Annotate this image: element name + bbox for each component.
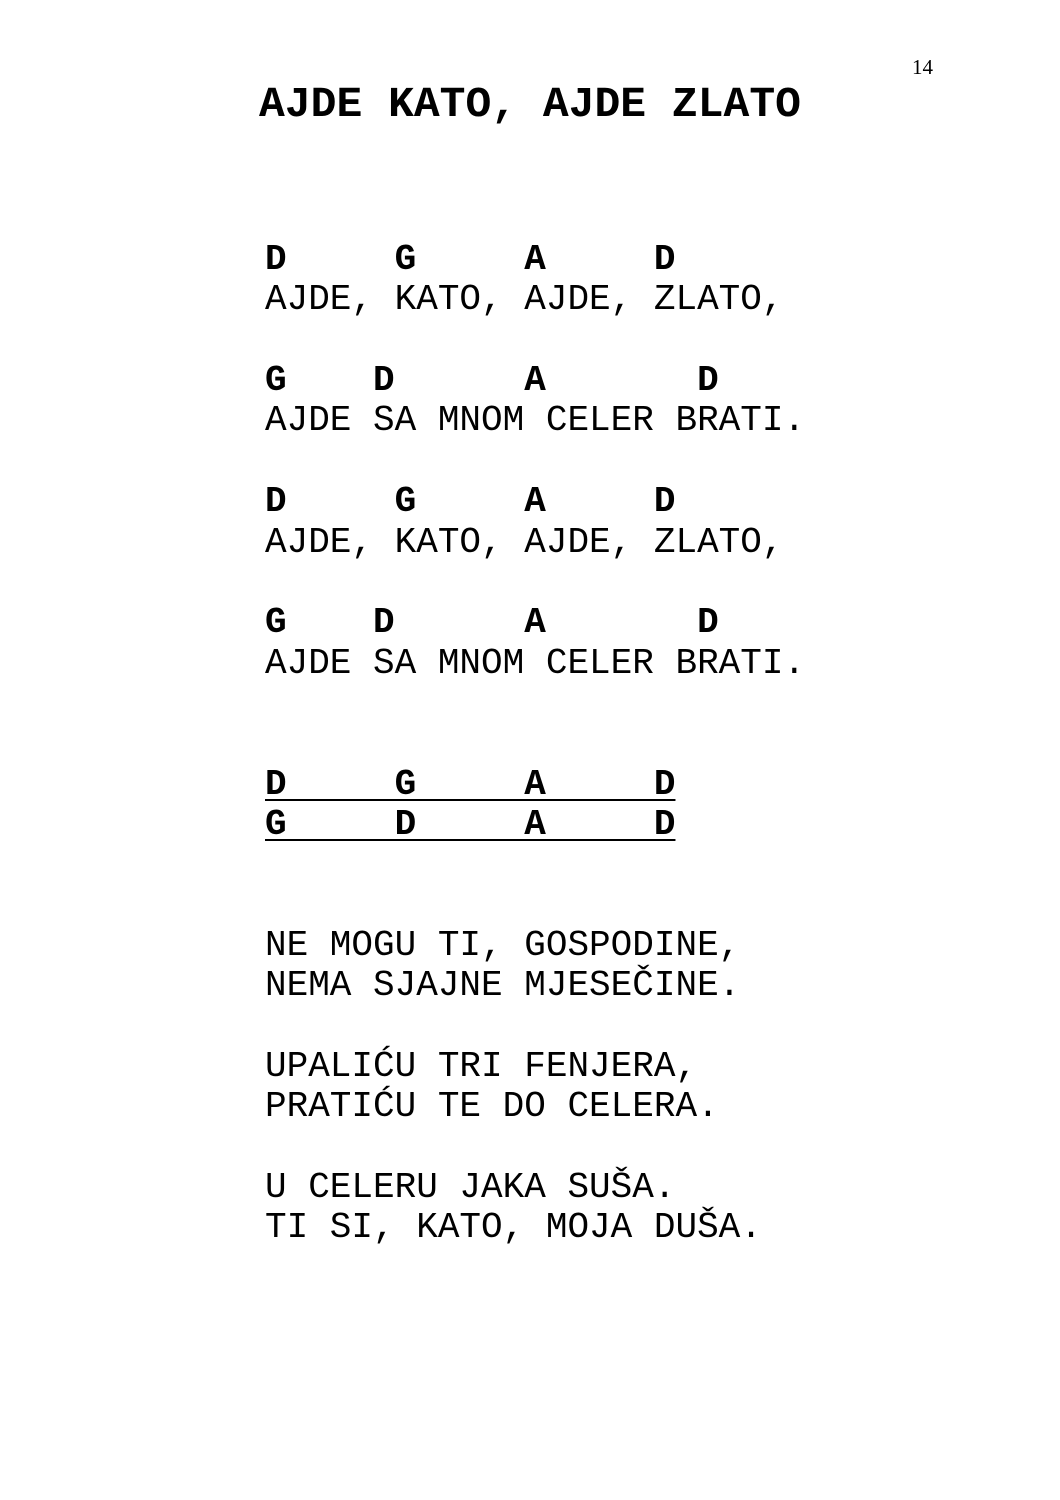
lyric-line: AJDE SA MNOM CELER BRATI. <box>265 643 806 684</box>
chord-line: G D A D <box>265 602 719 643</box>
stanza-line: UPALIĆU TRI FENJERA, <box>265 1046 698 1087</box>
stanza-line: NE MOGU TI, GOSPODINE, <box>265 925 741 966</box>
chord-line: D G A D <box>265 481 676 522</box>
lyric-line: AJDE SA MNOM CELER BRATI. <box>265 400 806 441</box>
stanza-line: TI SI, KATO, MOJA DUŠA. <box>265 1207 762 1248</box>
stanza-line: U CELERU JAKA SUŠA. <box>265 1167 676 1208</box>
interlude-chord-line: G D A D <box>265 804 676 845</box>
interlude-chord-line: D G A D <box>265 764 676 805</box>
chord-line: G D A D <box>265 360 719 401</box>
stanza-line: NEMA SJAJNE MJESEČINE. <box>265 965 741 1006</box>
lyric-line: AJDE, KATO, AJDE, ZLATO, <box>265 279 784 320</box>
stanza-line: PRATIĆU TE DO CELERA. <box>265 1086 719 1127</box>
chord-line: D G A D <box>265 239 676 280</box>
song-title: AJDE KATO, AJDE ZLATO <box>259 80 801 129</box>
page-number: 14 <box>912 55 933 79</box>
lyric-line: AJDE, KATO, AJDE, ZLATO, <box>265 522 784 563</box>
